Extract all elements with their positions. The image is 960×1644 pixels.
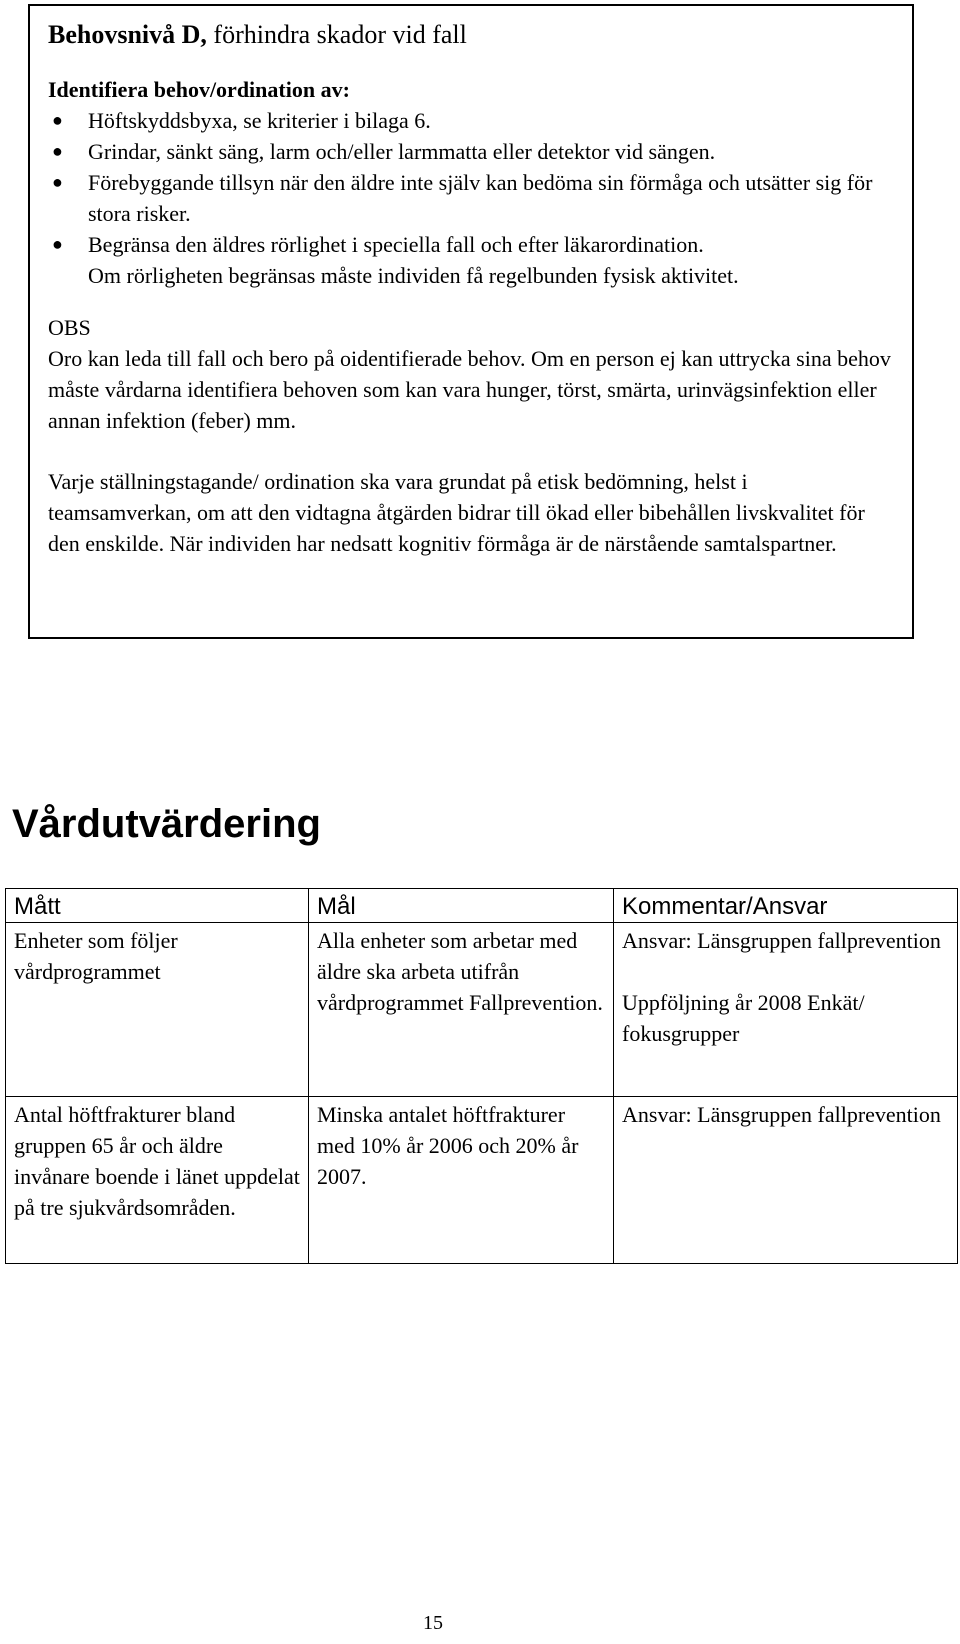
list-item xyxy=(48,136,892,167)
comment-cell xyxy=(614,923,958,1097)
needs-level-title-rest: förhindra skador vid fall xyxy=(206,20,467,49)
comment-cell xyxy=(614,1097,958,1264)
bullet-text: Begränsa den äldres rörlighet i speciella fall och efter läkarordination. xyxy=(88,232,704,257)
bullet-text: Förebyggande tillsyn när den äldre inte själv kan bedöma sin förmåga och utsätter sig för stora risker. xyxy=(88,170,873,226)
goal-cell: Minska antalet höftfrakturer med 10% år 2006 och 20% år 2007. xyxy=(309,1097,614,1264)
list-item xyxy=(48,105,892,136)
needs-level-title-bold: Behovsnivå D, xyxy=(48,20,207,49)
bullet-dot-icon: ● xyxy=(52,172,63,192)
needs-level-title xyxy=(48,18,892,52)
column-header-goal: Mål xyxy=(309,889,614,923)
bullet-dot-icon: ● xyxy=(52,141,63,161)
measure-cell: Antal höftfrakturer bland gruppen 65 år och äldre invånare boende i länet uppdelat på tre sjukvårdsområden. xyxy=(6,1097,309,1264)
table-header-row xyxy=(6,889,958,923)
bullet-continuation: Om rörligheten begränsas måste individen få regelbunden fysisk aktivitet. xyxy=(88,263,739,288)
page-number: 15 xyxy=(423,1612,443,1634)
bullet-dot-icon: ● xyxy=(52,234,63,254)
list-item xyxy=(48,167,892,229)
ethics-paragraph: Varje ställningstagande/ ordination ska vara grundat på etisk bedömning, helst i teamsamverkan, om att den vidtagna åtgärden bidrar till ökad eller bibehållen livskvalitet för den enskilde. När individen har nedsatt kognitiv förmåga är de närstående samtalspartner. xyxy=(48,469,865,556)
evaluation-table xyxy=(5,888,958,1264)
needs-level-box xyxy=(28,4,914,639)
measure-cell: Enheter som följer vårdprogrammet xyxy=(6,923,309,1097)
needs-bullet-list xyxy=(48,105,892,260)
obs-heading: OBS xyxy=(48,315,91,340)
obs-paragraph: Oro kan leda till fall och bero på oidentifierade behov. Om en person ej kan uttrycka sina behov måste vårdarna identifiera behoven som kan vara hunger, törst, smärta, urinvägsinfektion eller annan infektion (feber) mm. xyxy=(48,346,891,433)
comment-followup: Uppföljning år 2008 Enkät/ fokusgrupper xyxy=(622,990,865,1046)
table-row xyxy=(6,923,958,1097)
comment-responsible: Ansvar: Länsgruppen fallprevention xyxy=(622,928,941,953)
column-header-comment: Kommentar/Ansvar xyxy=(614,889,958,923)
comment-gap xyxy=(622,956,949,987)
list-item xyxy=(48,229,892,260)
identify-heading: Identifiera behov/ordination av: xyxy=(48,77,350,102)
evaluation-title: Vårdutvärdering xyxy=(12,802,321,846)
goal-cell: Alla enheter som arbetar med äldre ska arbeta utifrån vårdprogrammet Fallprevention. xyxy=(309,923,614,1097)
comment-responsible: Ansvar: Länsgruppen fallprevention xyxy=(622,1102,941,1127)
table-row xyxy=(6,1097,958,1264)
bullet-text: Grindar, sänkt säng, larm och/eller larmmatta eller detektor vid sängen. xyxy=(88,139,716,164)
column-header-measure: Mått xyxy=(6,889,309,923)
bullet-dot-icon: ● xyxy=(52,110,63,130)
bullet-text: Höftskyddsbyxa, se kriterier i bilaga 6. xyxy=(88,108,431,133)
